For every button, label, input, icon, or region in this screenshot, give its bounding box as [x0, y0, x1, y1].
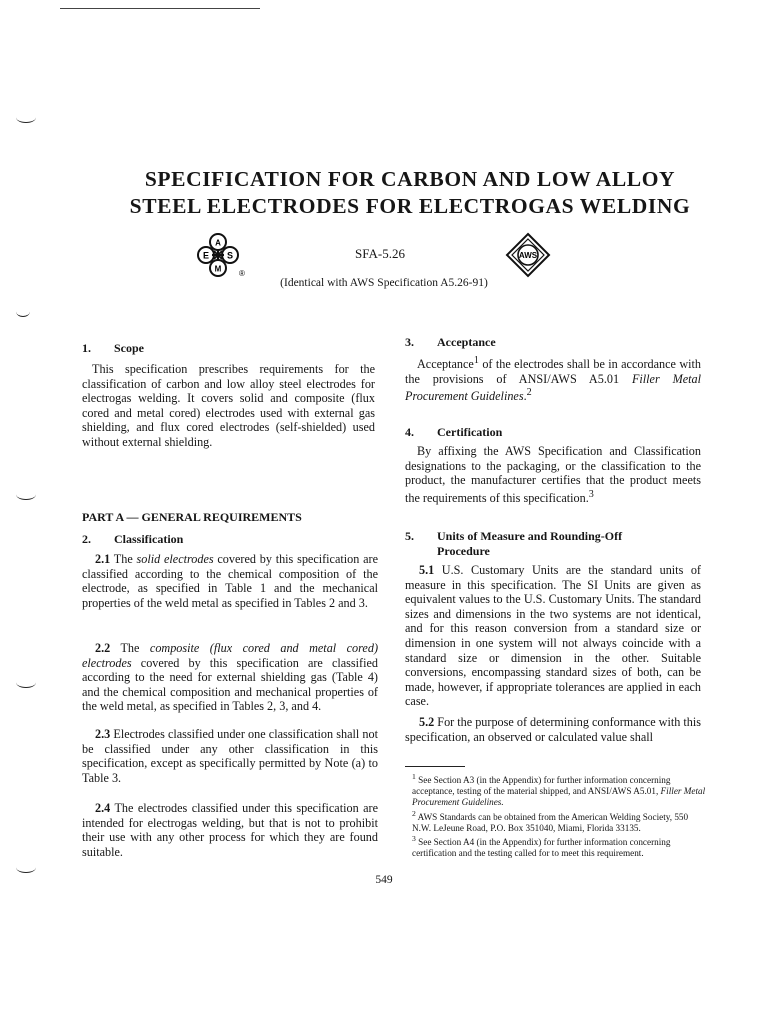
- scope-paragraph: This specification prescribes requirements for the classification of carbon and low alloy steel electrodes for electrogas welding. It covers solid and composite (flux cored and metal cored) electrodes used with external gas shielding, and flux cored electrodes (self-shielded) used without external shielding.: [82, 362, 375, 449]
- footnote-text: See Section A3 (in the Appendix) for further information concerning acceptance, testing of the material shipped, and ANSI/AWS A5.01,: [412, 775, 671, 797]
- paragraph-text: covered by this specification are classified according to the need for external shielding gas (Table 4) and the chemical composition and mechanical properties of the weld metal, as specified in Tables 2, 3, and 4.: [82, 655, 378, 714]
- paragraph-text: The: [110, 552, 137, 566]
- acceptance-paragraph: [405, 354, 701, 404]
- section-title: Acceptance: [437, 335, 496, 349]
- section-title: Classification: [114, 532, 184, 546]
- emphasis: solid electrodes: [136, 552, 214, 566]
- paragraph-text: of the electrodes shall be in accordance with the provisions of ANSI/AWS A5.01: [405, 357, 701, 386]
- page-number: 549: [375, 874, 393, 886]
- paragraph-text: U.S. Customary Units are the standard units of measure in this specification. The SI Units are given as equivalent values to the U.S. Customary Units. The standard sizes and dimensions in the two systems are not identical, and for this reason conversion from a standard size or dimension in one system will not always coincide with a standard size or dimension in the other. Suitable conversions, encompassing standard sizes of both, can be made, however, if appropriate tolerances are applied in each case.: [405, 563, 701, 709]
- footnote-3: [412, 833, 708, 859]
- footnote-1: [412, 771, 708, 808]
- paragraph-2-3: [82, 727, 378, 785]
- paragraph-number: 2.1: [95, 552, 111, 566]
- footnote-mark: 2: [412, 809, 416, 818]
- part-a-heading: PART A — GENERAL REQUIREMENTS: [82, 510, 302, 524]
- footnote-2: [412, 808, 708, 834]
- paragraph-5-2: [405, 715, 701, 744]
- paragraph-number: 2.2: [95, 641, 111, 655]
- paragraph-2-2: [82, 641, 378, 714]
- paragraph-text: .: [523, 389, 527, 404]
- section-title: Procedure: [437, 544, 490, 558]
- section-heading-certification: [405, 425, 502, 440]
- section-title: Units of Measure and Rounding-Off: [437, 529, 623, 543]
- paragraph-text: Electrodes classified under one classification shall not be classified under any other classification in this specification, except as specifically permitted by Note (a) to Table 3.: [82, 727, 378, 785]
- document-title: [60, 166, 760, 220]
- paragraph-text: For the purpose of determining conformance with this specification, an observed or calculated value shall: [405, 715, 701, 744]
- emphasis: composite (flux cored and metal cored) electrodes: [82, 641, 378, 670]
- paragraph-2-1: [82, 552, 378, 610]
- section-heading-scope: [82, 341, 144, 356]
- logo-letter: S: [226, 250, 234, 261]
- section-heading-acceptance: [405, 335, 496, 350]
- paragraph-text: covered by this specification are classified according to the chemical composition of the electrode, as specified in Table 1 and the mechanical properties of the weld metal as specified in Tables 2 and 3.: [82, 552, 378, 610]
- section-number: 3.: [405, 335, 414, 349]
- binder-mark: [16, 112, 36, 123]
- logo-letter: A: [215, 238, 221, 248]
- section-number: 1.: [82, 341, 91, 355]
- emphasis: Filler Metal Procurement Guidelines: [405, 371, 701, 404]
- footnote-mark: 3: [412, 834, 416, 843]
- logo-text: AWS: [518, 251, 538, 260]
- paragraph-number: 2.3: [95, 727, 111, 741]
- paragraph-text: Acceptance: [417, 357, 474, 372]
- paragraph-number: 5.1: [419, 563, 435, 577]
- footnote-ref: 3: [588, 488, 594, 500]
- paragraph-text: The electrodes classified under this specification are intended for electrogas welding, but that is not to prohibit their use with any other process for which they are found suitable.: [82, 801, 378, 859]
- footnote-text: AWS Standards can be obtained from the American Welding Society, 550 N.W. LeJeune Road, P.O. Box 351040, Miami, Florida 33135.: [412, 812, 689, 834]
- footnote-mark: 1: [412, 772, 416, 781]
- paragraph-5-1: [405, 563, 701, 709]
- section-title: Certification: [437, 425, 503, 439]
- section-heading-classification: [82, 532, 183, 547]
- paragraph-text: The: [110, 641, 150, 655]
- section-number: 2.: [82, 532, 91, 546]
- title-line: SPECIFICATION FOR CARBON AND LOW ALLOY: [144, 167, 676, 191]
- logo-letter: M: [214, 264, 222, 274]
- binder-mark: [16, 862, 36, 873]
- binder-mark: [16, 489, 36, 500]
- emphasis: Filler Metal Procurement Guidelines.: [412, 786, 706, 808]
- paragraph-number: 2.4: [95, 801, 111, 815]
- binder-mark: [16, 677, 36, 688]
- section-heading-units: [405, 529, 622, 559]
- binder-mark: [16, 306, 30, 317]
- paragraph-2-4: [82, 801, 378, 859]
- paragraph-number: 5.2: [419, 715, 435, 729]
- spec-number: SFA-5.26: [355, 246, 405, 261]
- certification-paragraph: [405, 444, 701, 505]
- title-line: STEEL ELECTRODES FOR ELECTROGAS WELDING: [129, 194, 691, 218]
- footnote-text: See Section A4 (in the Appendix) for further information concerning certification and the testing called for to meet this requirement.: [412, 837, 671, 859]
- footnote-rule: [405, 766, 465, 767]
- top-rule: [60, 8, 260, 9]
- section-title: Scope: [114, 341, 144, 355]
- logo-letter: E: [202, 250, 210, 261]
- section-number: 4.: [405, 425, 414, 439]
- registered-mark: ®: [239, 269, 245, 278]
- identical-note: (Identical with AWS Specification A5.26-91): [280, 277, 488, 289]
- footnote-ref: 2: [526, 387, 532, 399]
- footnote-ref: 1: [473, 355, 479, 366]
- section-number: 5.: [405, 529, 414, 543]
- paragraph-text: By affixing the AWS Specification and Classification designations to the packaging, or the classification to the product, the manufacturer certifies that the product meets the requirements of this specification.: [405, 444, 701, 505]
- asme-logo-icon: [196, 233, 260, 279]
- aws-logo-icon: [505, 232, 551, 278]
